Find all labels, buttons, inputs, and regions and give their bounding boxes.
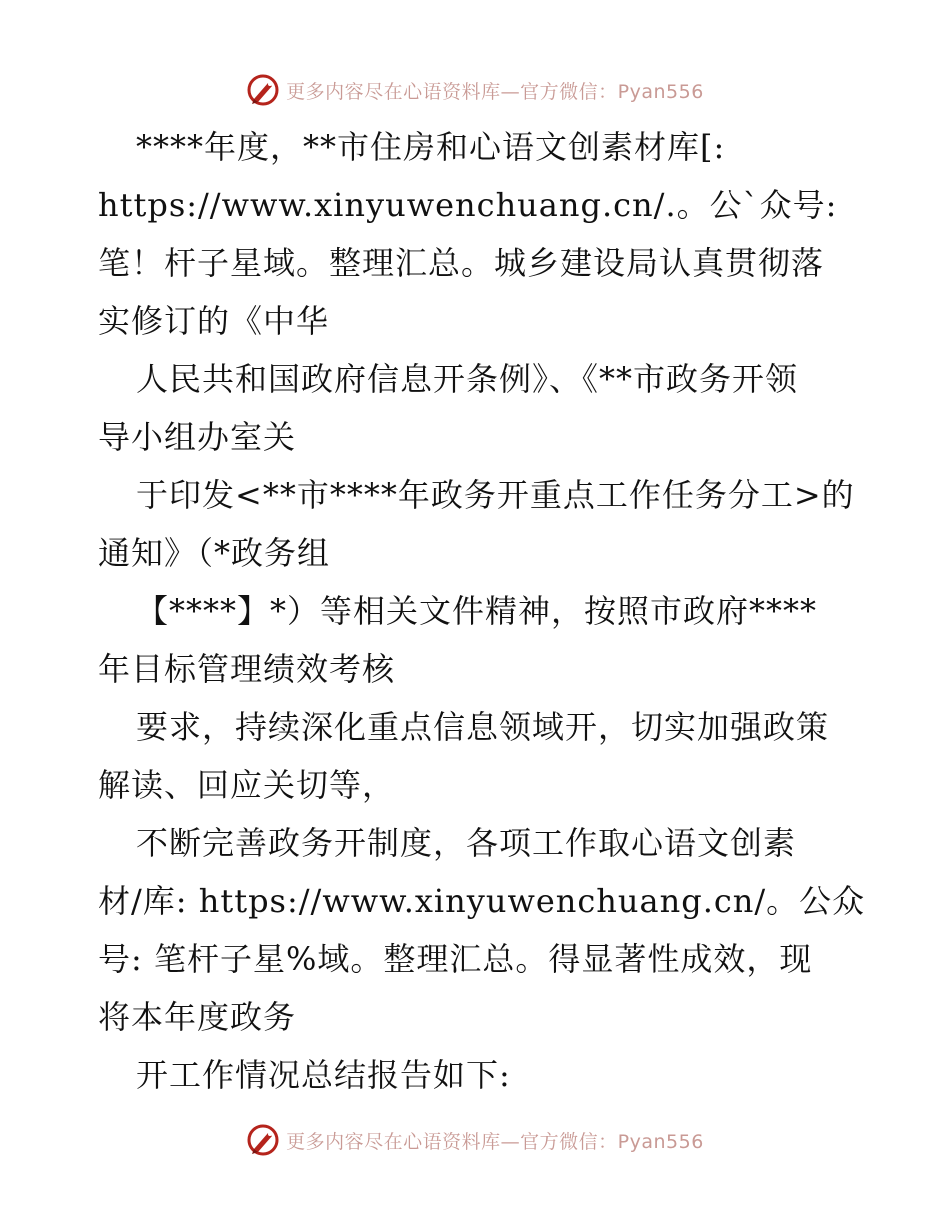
text-line: 于印发<**市****年政务开重点工作任务分工>的 [136, 476, 855, 514]
text-line: 导小组办室关 [98, 418, 297, 456]
header-watermark [0, 70, 950, 110]
text-line: https://www.xinyuwenchuang.cn/.。公`众号: [98, 186, 838, 224]
pen-logo-icon [246, 73, 280, 107]
text-line: 笔！杆子星域。整理汇总。城乡建设局认真贯彻落 [98, 244, 825, 282]
watermark-handle: Pyan556 [617, 80, 704, 103]
watermark-text: 更多内容尽在心语资料库—官方微信：Pyan556 [286, 80, 704, 103]
text-line: 将本年度政务 [98, 998, 297, 1036]
text-line: 通知》（*政务组 [98, 534, 331, 572]
text-line: 号: 笔杆子星%域。整理汇总。得显著性成效，现 [98, 940, 813, 978]
document-body [98, 118, 866, 1104]
watermark-text: 更多内容尽在心语资料库—官方微信：Pyan556 [286, 1130, 704, 1153]
text-line: 要求，持续深化重点信息领域开，切实加强政策 [136, 708, 830, 746]
text-line: 人民共和国政府信息开条例》、《**市政务开领 [136, 360, 799, 398]
text-line: 解读、回应关切等， [98, 766, 396, 804]
text-line: ****年度，**市住房和心语文创素材库[: [136, 128, 726, 166]
text-line: 实修订的《中华 [98, 302, 330, 340]
watermark-handle: Pyan556 [617, 1130, 704, 1153]
text-line: 年目标管理绩效考核 [98, 650, 396, 688]
pen-logo-icon [246, 1123, 280, 1157]
text-line: 材/库: https://www.xinyuwenchuang.cn/。公众 [98, 882, 866, 920]
text-line: 开工作情况总结报告如下: [136, 1056, 511, 1094]
text-line: 【****】*）等相关文件精神，按照市政府**** [136, 592, 818, 630]
text-line: 不断完善政务开制度，各项工作取心语文创素 [136, 824, 797, 862]
footer-watermark [0, 1120, 950, 1160]
